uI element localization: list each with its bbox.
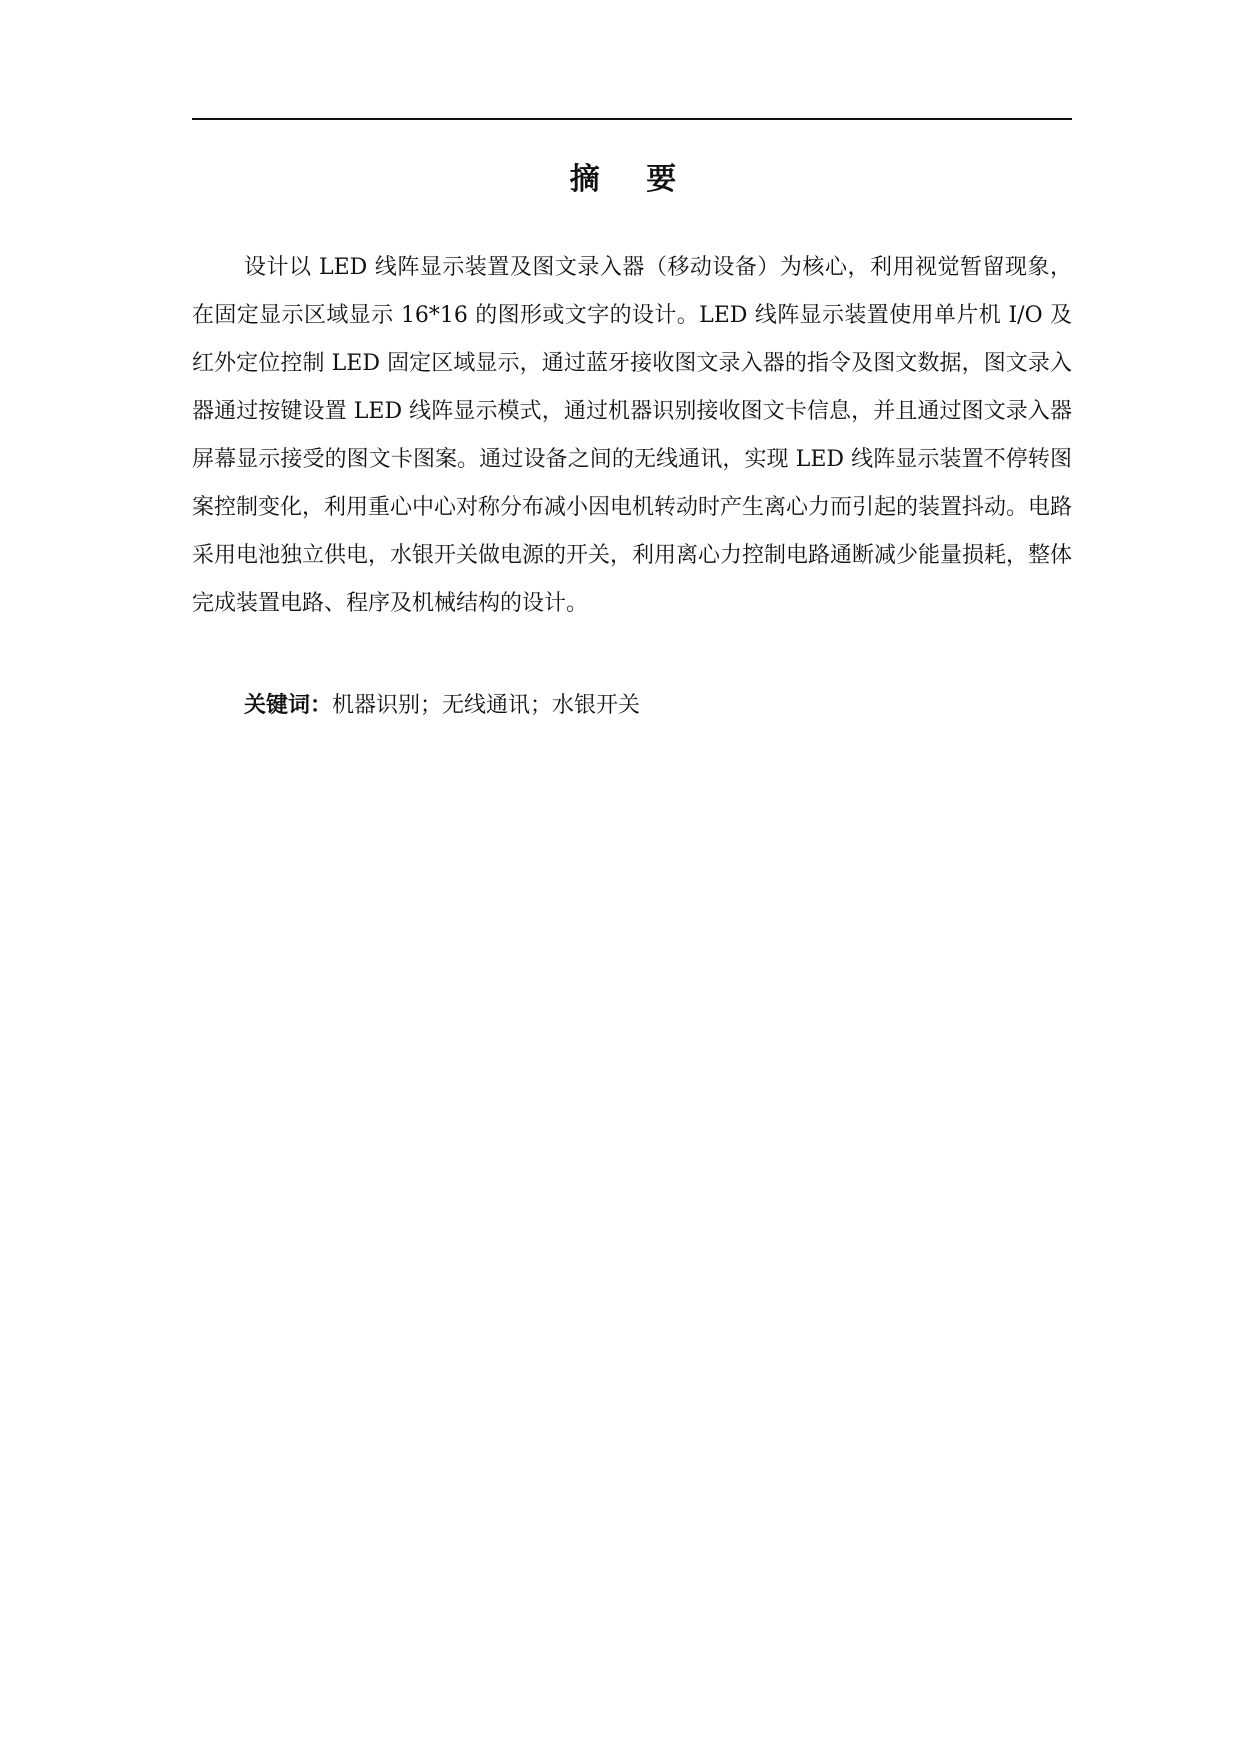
page-title: 摘 要 bbox=[569, 162, 695, 197]
keywords-value: 机器识别；无线通讯；水银开关 bbox=[332, 693, 641, 718]
keywords-line bbox=[244, 682, 1072, 730]
keywords-label: 关键词： bbox=[244, 693, 333, 718]
abstract-paragraph: 设计以 LED 线阵显示装置及图文录入器（移动设备）为核心，利用视觉暂留现象，在固定显示区域显示 16*16 的图形或文字的设计。LED 线阵显示装置使用单片机 I/O 及红外定位控制 LED 固定区域显示，通过蓝牙接收图文录入器的指令及图文数据，图文录入器通过按键设置 LED 线阵显示模式，通过机器识别接收图文卡信息，并且通过图文录入器屏幕显示接受的图文卡图案。通过设备之间的无线通讯，实现 LED 线阵显示装置不停转图案控制变化，利用重心中心对称分布减小因电机转动时产生离心力而引起的装置抖动。电路采用电池独立供电，水银开关做电源的开关，利用离心力控制电路通断减少能量损耗，整体完成装置电路、程序及机械结构的设计。 bbox=[192, 255, 1073, 616]
header-rule bbox=[192, 118, 1072, 120]
